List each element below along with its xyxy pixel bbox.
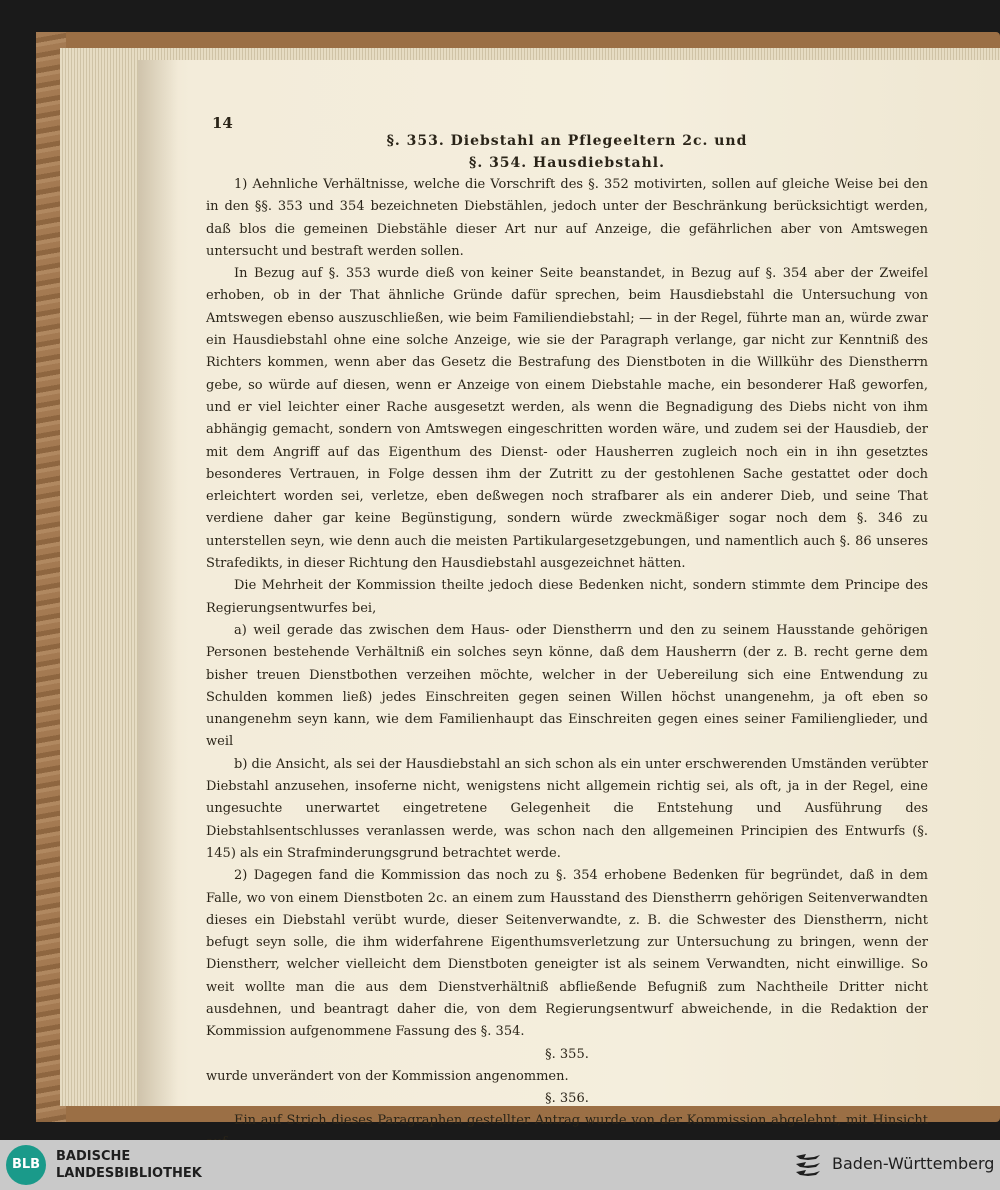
- paragraph-1: 1) Aehnliche Verhältnisse, welche die Vorschrift des §. 352 motivirten, sollen auf gleiche Weise bei den in den §§. 353 und 354 bezeichneten Diebstählen, jedoch unter der Beschränkung berücksichtigt werden, daß blos die gemeinen Diebstähle dieser Art nur auf Anzeige, die gefährlichen aber von Amtswegen untersucht und bestraft werden sollen.: [206, 177, 928, 259]
- library-name-line-1: BADISCHE: [56, 1149, 131, 1164]
- paragraph-7: wurde unverändert von der Kommission angenommen.: [206, 1068, 569, 1084]
- paragraph-4: a) weil gerade das zwischen dem Haus- oder Dienstherrn und den zu seinem Hausstande gehörigen Personen bestehende Verhältniß ein solches seyn könne, daß dem Hausherrn (der z. B. recht gerne dem bisher treuen Dienstbothen verzeihen möchte, welcher in der Uebereilung sich eine Entwendung zu Schulden kommen ließ) jedes Einschreiten gegen seinen Willen höchst unangenehm, ja oft eben so unangenehm seyn kann, wie dem Familienhaupt das Einschreiten gegen eines seiner Familienglieder, und weil: [206, 622, 928, 750]
- library-name[interactable]: [56, 1148, 202, 1182]
- section-heading-356: §. 356.: [545, 1090, 589, 1106]
- paragraph-8: Ein auf Strich dieses Paragraphen gestellter Antrag wurde von der Kommission abgelehnt, mit Hinsicht: [234, 1112, 928, 1128]
- page-text: [206, 112, 928, 1154]
- blb-logo[interactable]: BLB: [6, 1145, 46, 1185]
- paragraph-2: In Bezug auf §. 353 wurde dieß von keiner Seite beanstandet, in Bezug auf §. 354 aber der Zweifel erhoben, ob in der That ähnliche Gründe dafür sprechen, beim Hausdiebstahl die Untersuchung von Amtswegen ebenso auszuschließen, wie beim Familiendiebstahl; — in der Regel, führte man an, würde zwar ein Hausdiebstahl ohne eine solche Anzeige, wie sie der Paragraph verlange, gar nicht zur Kenntniß des Richters kommen, wenn aber das Gesetz die Bestrafung des Dienstboten in die Willkühr des Dienstherrn gebe, so würde auf diesen, wenn er Anzeige von einem Diebstahle mache, ein besonderer Haß geworfen, und er viel leichter einer Rache ausgesetzt werden, als wenn die Begnadigung des Diebs nicht von ihm abhängig gemacht, sondern von Amtswegen eingeschritten worden wäre, und zudem sei der Hausdieb, der mit dem Angriff auf das Eigenthum des Dienst- oder Hausherren zugleich noch ein in ihn gesetztes besonderes Vertrauen, in Folge dessen ihm der Zutritt zu der gestohlenen Sache gestattet oder doch erleichtert worden sei, verletze, eben deßwegen noch strafbarer als ein anderer Dieb, und seine That verdiene daher gar keine Begünstigung, sondern würde zweckmäßiger sogar noch dem §. 346 zu unterstellen seyn, wie denn auch die meisten Partikulargesetzgebungen, und namentlich auch §. 86 unseres Strafedikts, in dieser Richtung den Hausdiebstahl ausgezeichnet hätten.: [206, 266, 928, 572]
- paragraph-3: Die Mehrheit der Kommission theilte jedoch diese Bedenken nicht, sondern stimmte dem Principe des Regierungsentwurfes bei,: [206, 578, 928, 616]
- footer-bar: [0, 1140, 1000, 1190]
- baden-wuerttemberg-lions-icon: [794, 1152, 822, 1178]
- page-gutter-shadow: [138, 60, 178, 1106]
- section-heading-353: §. 353. Diebstahl an Pflegeeltern 2c. und: [386, 133, 748, 149]
- state-name[interactable]: Baden-Württemberg: [832, 1154, 995, 1173]
- section-heading-355: §. 355.: [545, 1046, 589, 1062]
- paragraph-6: 2) Dagegen fand die Kommission das noch zu §. 354 erhobene Bedenken für begründet, daß in dem Falle, wo von einem Dienstboten 2c. an einem zum Hausstand des Dienstherrn gehörigen Seitenverwandten dieses ein Diebstahl verübt wurde, dieser Seitenverwandte, z. B. die Schwester des Dienstherrn, nicht befugt seyn solle, die ihm widerfahrene Eigenthumsverletzung zur Untersuchung zu bringen, wenn der Dienstherr, welcher vielleicht dem Dienstboten geneigter ist als seinem Verwandten, nicht einwillige. So weit wollte man die aus dem Dienstverhältniß abfließende Befugniß zum Nachtheile Dritter nicht ausdehnen, und beantragt daher die, von dem Regierungsentwurf abweichende, in die Redaktion der Kommission aufgenommene Fassung des §. 354.: [206, 868, 928, 1040]
- page-number: 14: [212, 114, 233, 132]
- paragraph-5: b) die Ansicht, als sei der Hausdiebstahl an sich schon als ein unter erschwerenden Umständen verübter Diebstahl anzusehen, insoferne nicht, wenigstens nicht allgemein richtig sei, als oft, ja in der Regel, eine ungesuchte unerwartet eingetretene Gelegenheit die Entstehung und Ausführung des Diebstahlsentschlusses veranlassen werde, was schon nach den allgemeinen Principien des Entwurfs (§. 145) als ein Strafminderungsgrund betrachtet werde.: [206, 756, 928, 861]
- section-heading-354: §. 354. Hausdiebstahl.: [469, 155, 665, 171]
- library-name-line-2: LANDESBIBLIOTHEK: [56, 1166, 202, 1181]
